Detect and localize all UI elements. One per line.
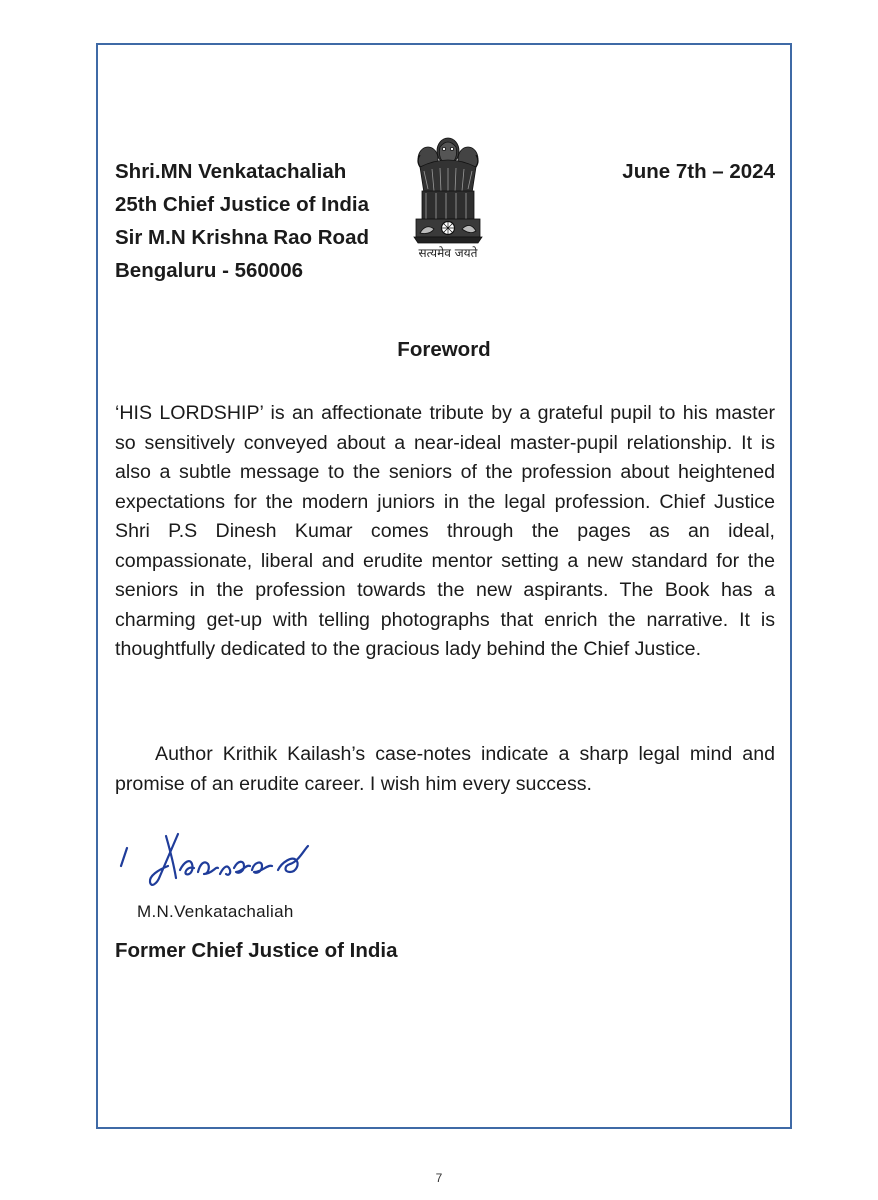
emblem-motto: सत्यमेव जयते <box>418 246 478 260</box>
handwritten-signature-icon <box>112 826 322 896</box>
sender-name: Shri.MN Venkatachaliah <box>115 160 347 183</box>
sender-city: Bengaluru - 560006 <box>115 259 303 282</box>
foreword-paragraph-1: ‘HIS LORDSHIP’ is an affectionate tribute by a grateful pupil to his master so sensitively conveyed about a near-ideal master-pupil relationship. It is also a subtle message to the seniors of the profession about heightened expectations for the modern juniors in the legal profession. Chief Justice Shri P.S Dinesh Kumar comes through the pages as an ideal, compassionate, liberal and erudite mentor setting a new standard for the seniors in the profession towards the new aspirants. The Book has a charming get-up with telling photographs that enrich the narrative. It is thoughtfully dedicated to the gracious lady behind the Chief Justice. <box>115 402 775 660</box>
sender-address <box>115 155 369 287</box>
sender-title: 25th Chief Justice of India <box>115 193 370 216</box>
signatory-name: M.N.Venkatachaliah <box>137 902 294 921</box>
sender-street: Sir M.N Krishna Rao Road <box>115 226 370 249</box>
foreword-paragraph-2: Author Krithik Kailash’s case-notes indicate a sharp legal mind and promise of an erudite career. I wish him every success. <box>115 743 775 795</box>
signatory-designation: Former Chief Justice of India <box>115 939 398 962</box>
letter-date: June 7th – 2024 <box>622 160 775 183</box>
foreword-heading: Foreword <box>397 338 491 361</box>
page-number: 7 <box>435 1171 443 1185</box>
